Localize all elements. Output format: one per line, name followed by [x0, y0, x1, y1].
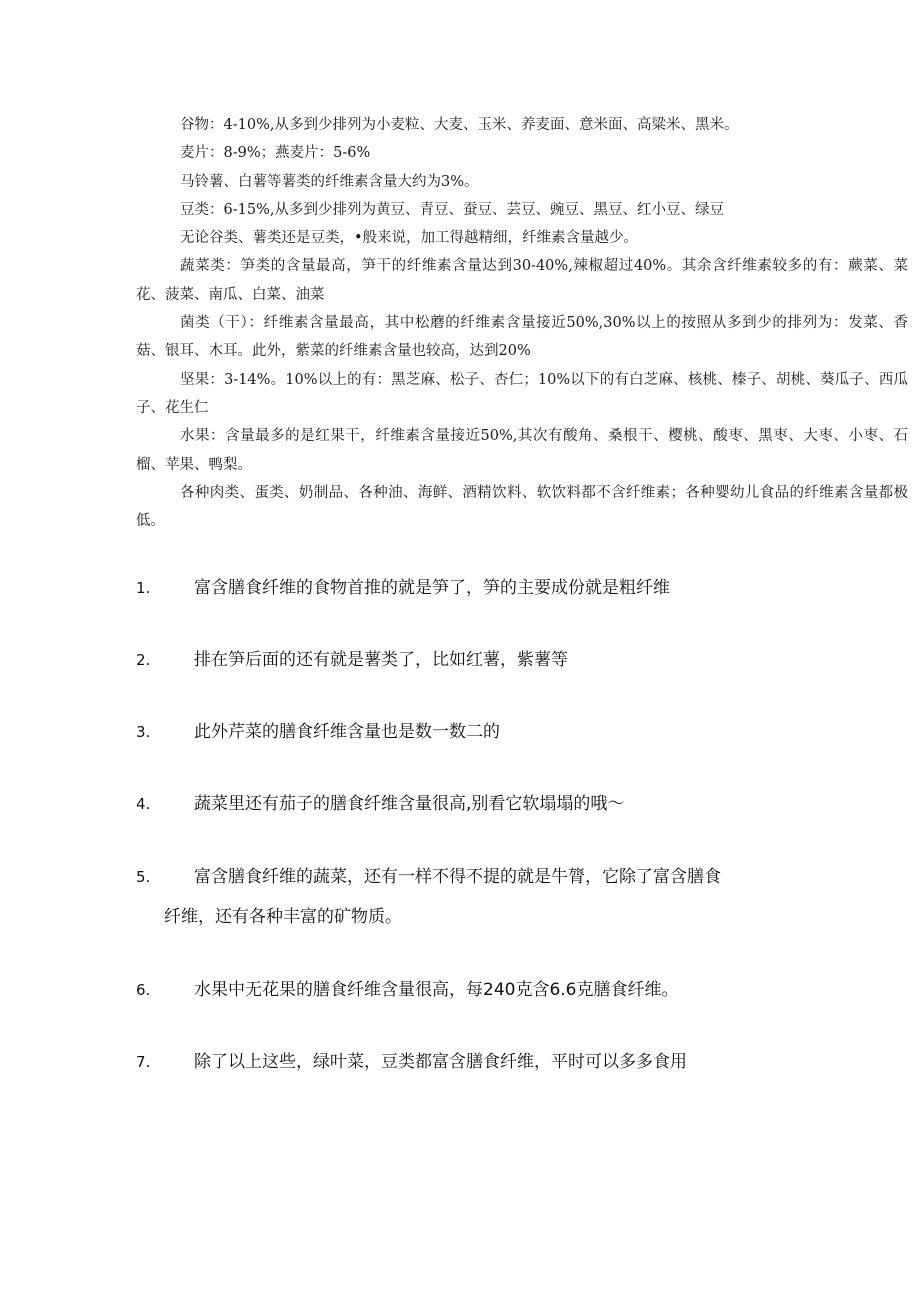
list-item-number: 2. [136, 651, 151, 669]
list-item-text: 蔬菜里还有茄子的膳食纤维含量很高,别看它软塌塌的哦〜 [194, 794, 625, 814]
list-item-text: 水果中无花果的膳食纤维含量很高，每240克含6.6克膳食纤维。 [194, 980, 679, 1000]
paragraph-cereal-flakes: 麦片：8-9%；燕麦片：5-6% [180, 145, 371, 162]
paragraph-grains: 谷物：4-10%,从多到少排列为小麦粒、大麦、玉米、养麦面、意米面、高粱米、黑米。 [180, 117, 739, 133]
list-item-text: 除了以上这些，绿叶菜，豆类都富含膳食纤维，平时可以多多食用 [194, 1052, 687, 1072]
paragraph-vegetables: 蔬菜类：笋类的含量最高，笋干的纤维素含量达到30-40%,辣椒超过40%。其余含纤维素较多的有：蕨菜、菜花、菠菜、南瓜、白菜、油菜 [136, 258, 908, 303]
list-item-text-continuation: 纤维，还有各种丰富的矿物质。 [164, 907, 402, 927]
list-item-number: 7. [136, 1053, 151, 1071]
list-item-text: 此外芹菜的膳食纤维含量也是数一数二的 [194, 722, 500, 742]
paragraph-beans: 豆类：6-15%,从多到少排列为黄豆、青豆、蚕豆、芸豆、豌豆、黑豆、红小豆、绿豆 [180, 201, 724, 218]
list-item-number: 4. [136, 795, 151, 813]
list-item-number: 5. [136, 868, 151, 886]
paragraph-fruits: 水果：含量最多的是红果干，纤维素含量接近50%,其次有酸角、桑根干、樱桃、酸枣、黑枣、大枣、小枣、石榴、苹果、鸭梨。 [136, 428, 908, 473]
paragraph-tubers: 马铃薯、白薯等薯类的纤维素含量大约为3%。 [180, 173, 479, 190]
paragraph-fungi: 菌类（干）：纤维素含量最高，其中松蘑的纤维素含量接近50%,30%以上的按照从多到少的排列为：发菜、香菇、银耳、木耳。此外，紫菜的纤维素含量也较高，达到20% [136, 315, 908, 360]
paragraph-nuts: 坚果：3-14%。10%以上的有：黑芝麻、松子、杏仁；10%以下的有白芝麻、核桃、榛子、胡桃、葵瓜子、西瓜子、花生仁 [136, 371, 908, 416]
list-item-text: 富含膳食纤维的食物首推的就是笋了，笋的主要成份就是粗纤维 [194, 578, 670, 598]
fiber-content-section [136, 111, 908, 535]
paragraph-no-fiber: 各种肉类、蛋类、奶制品、各种油、海鲜、酒精饮料、软饮料都不含纤维素；各种婴幼儿食品的纤维素含量都极低。 [136, 484, 908, 530]
list-item-text: 富含膳食纤维的蔬菜，还有一样不得不提的就是牛膂，它除了富含膳食 [194, 867, 721, 887]
list-item-number: 1. [136, 579, 151, 597]
list-item-number: 6. [136, 981, 151, 999]
list-item-number: 3. [136, 723, 151, 741]
paragraph-processing: 无论谷类、薯类还是豆类，•般来说，加工得越精细，纤维素含量越少。 [180, 230, 639, 247]
list-item-text: 排在笋后面的还有就是薯类了，比如红薯，紫薯等 [194, 650, 568, 670]
